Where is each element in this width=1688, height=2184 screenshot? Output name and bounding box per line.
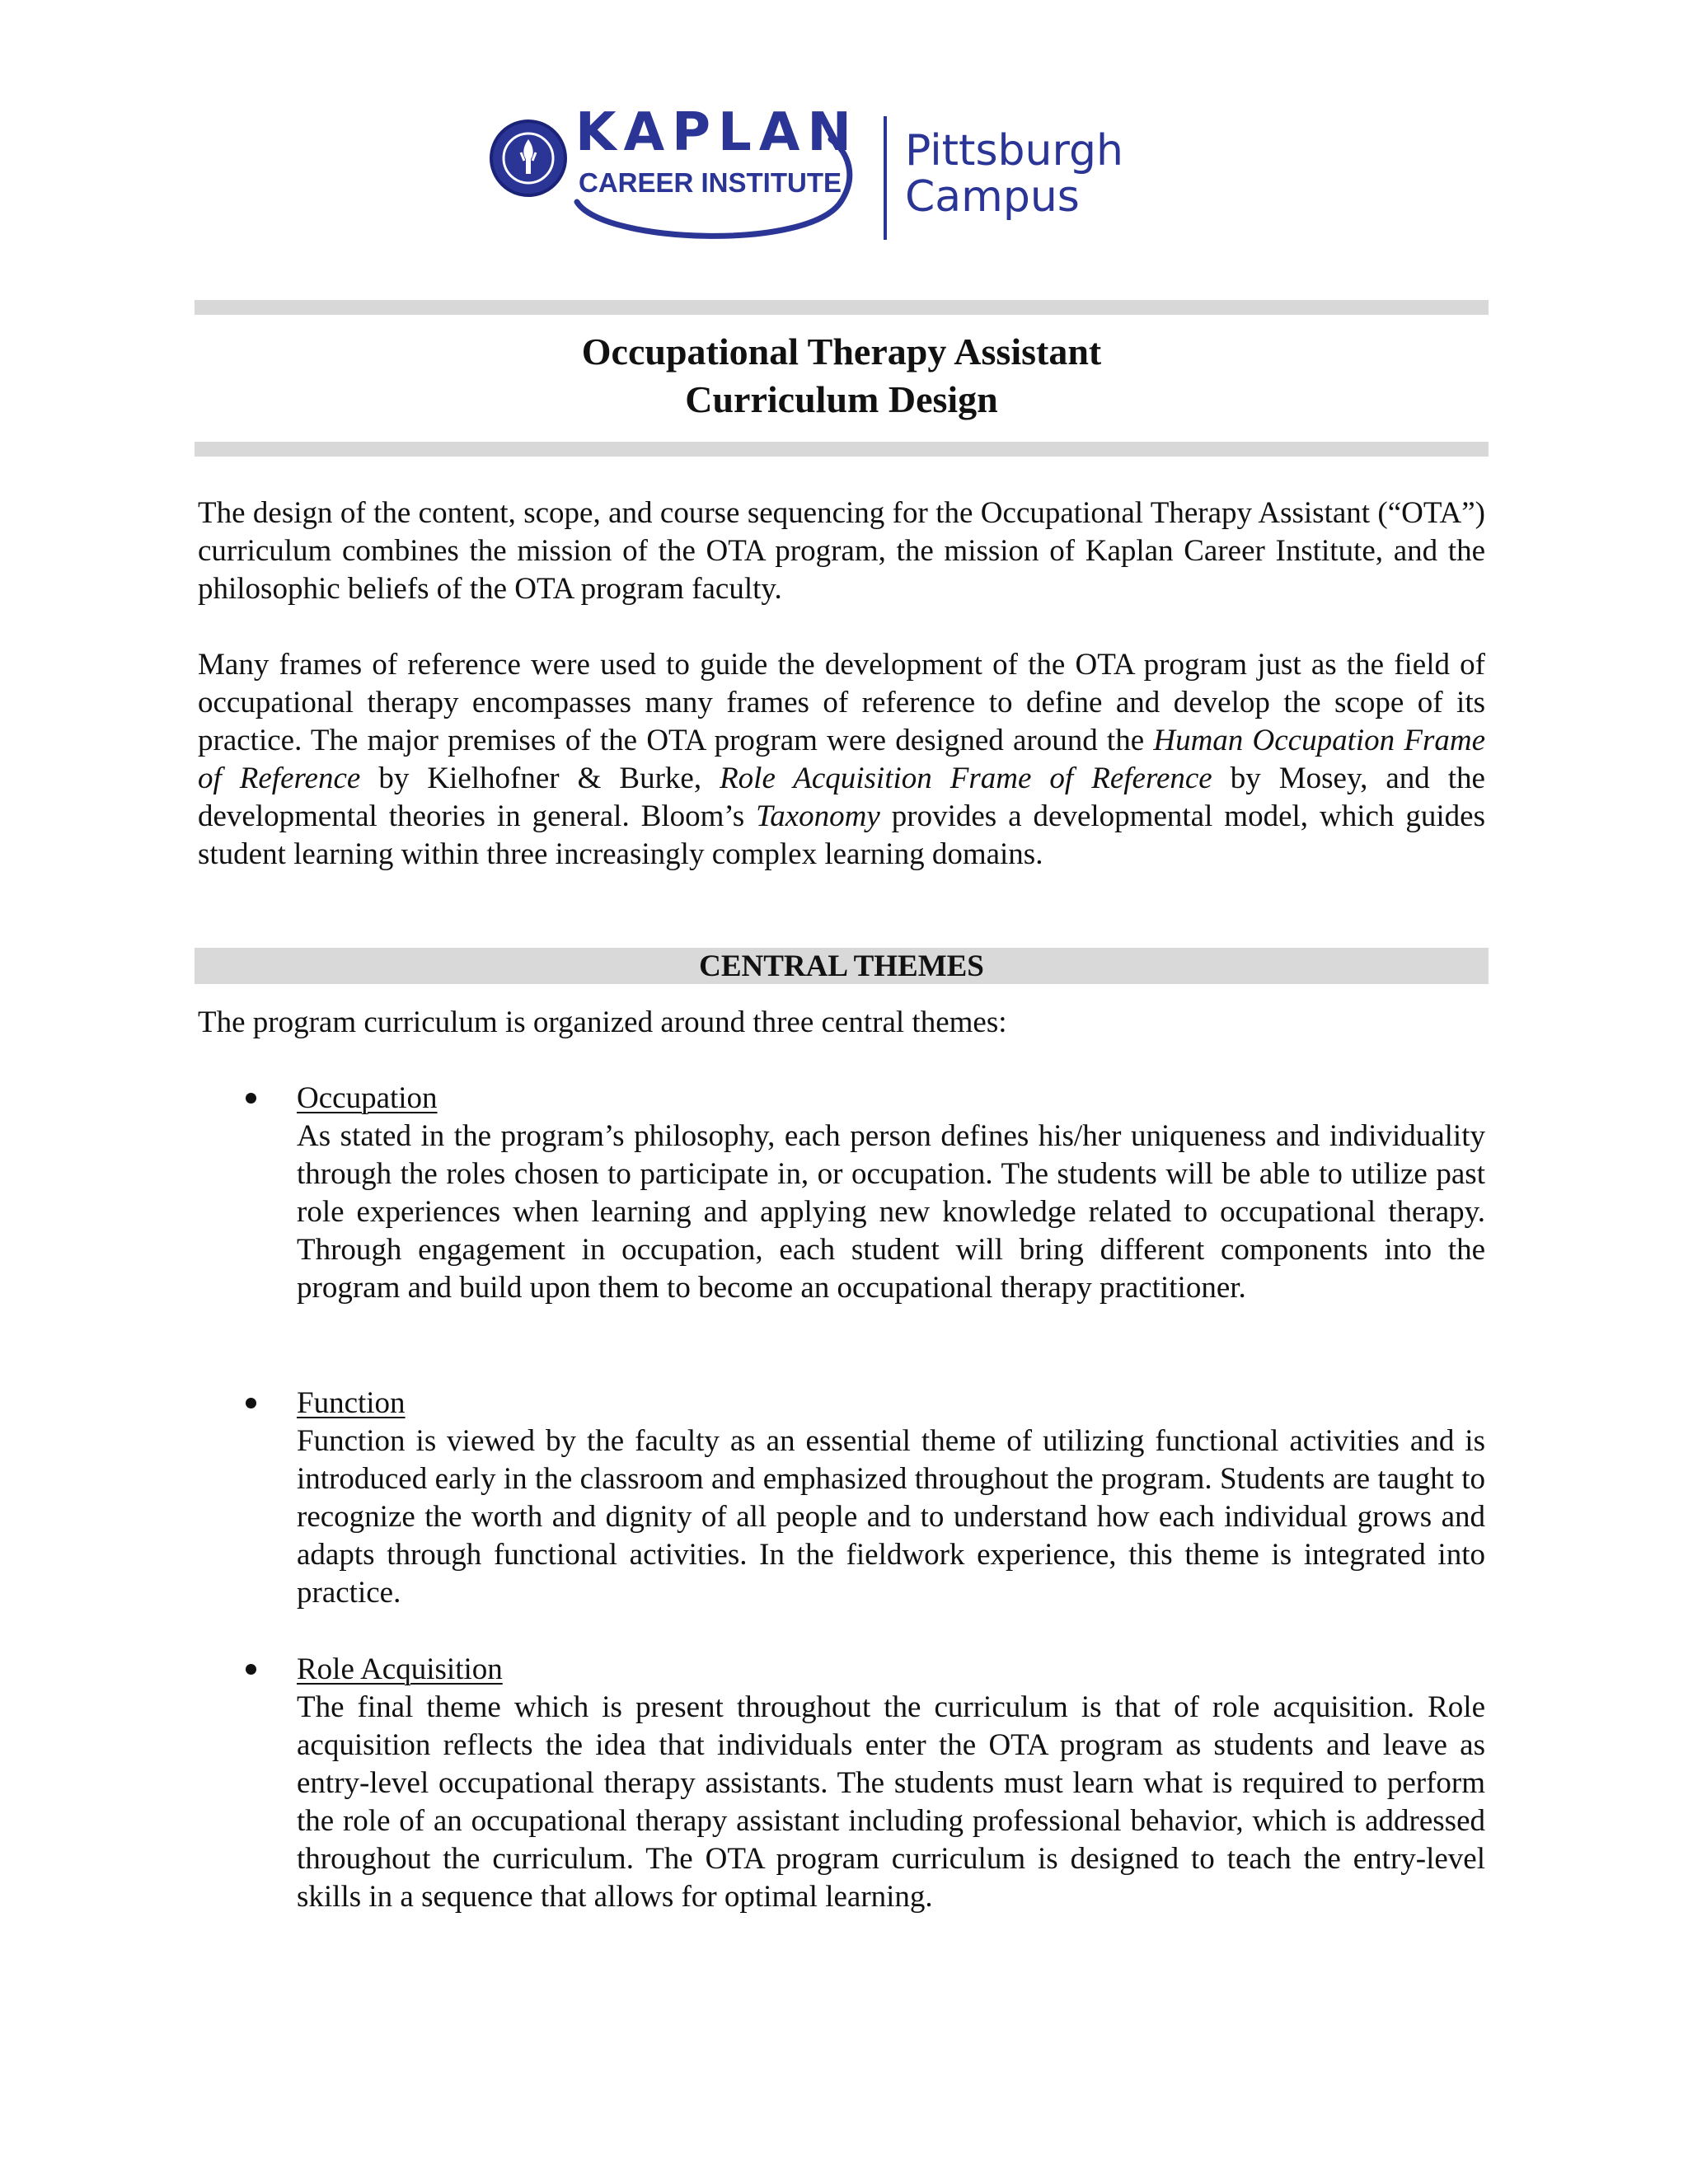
title-rule-top	[195, 300, 1489, 315]
p2-text-d: provides a developmental model, which guides student learning within three increasingly complex learning domains.	[198, 799, 1485, 871]
theme-title: Role Acquisition	[297, 1652, 503, 1686]
page-title	[195, 328, 1489, 424]
bullet-icon	[246, 1664, 256, 1675]
torch-seal-icon	[490, 120, 567, 197]
intro-paragraph-2	[198, 646, 1485, 874]
ref-human-occupation: Human Occupation Frame of Reference	[198, 724, 1485, 795]
title-line-2: Curriculum Design	[685, 378, 998, 420]
theme-description: As stated in the program’s philosophy, each person defines his/her uniqueness and individuality through the roles chosen to participate in, or occupation. The students will be able to utilize past role experiences when learning and applying new knowledge related to occupational therapy. Through engagement in occupation, each student will bring different components into the program and build upon them to become an occupational therapy practitioner.	[297, 1119, 1485, 1305]
bullet-icon	[246, 1093, 256, 1104]
theme-title: Occupation	[297, 1081, 438, 1115]
theme-description: Function is viewed by the faculty as an essential theme of utilizing functional activities and is introduced early in the classroom and emphasized throughout the program. Students are taught to recognize the worth and dignity of all people and to understand how each individual grows and adapts through functional activities. In the fieldwork experience, this theme is integrated into practice.	[297, 1424, 1485, 1610]
campus-line-1: Pittsburgh	[905, 126, 1123, 176]
theme-title: Function	[297, 1386, 406, 1420]
title-rule-bottom	[195, 442, 1489, 457]
section-heading-central-themes: CENTRAL THEMES	[195, 948, 1489, 984]
theme-description: The final theme which is present throughout the curriculum is that of role acquisition. Role acquisition reflects the idea that individuals enter the OTA program as students and leave as entry-level occupational therapy assistants. The students must learn what is required to perform the role of an occupational therapy assistant including professional behavior, which is addressed throughout the curriculum. The OTA program curriculum is designed to teach the entry-level skills in a sequence that allows for optimal learning.	[297, 1690, 1485, 1914]
p2-text-a: Many frames of reference were used to guide the development of the OTA program just as the field of occupational therapy encompasses many frames of reference to define and develop the scope of its practice. The major premises of the OTA program were designed around the	[198, 648, 1485, 757]
logo-divider	[884, 116, 887, 240]
p2-text-b: by Kielhofner & Burke,	[360, 762, 720, 795]
ref-role-acquisition: Role Acquisition Frame of Reference	[720, 762, 1212, 795]
logo-subtitle: CAREER INSTITUTE	[579, 167, 842, 198]
logo-campus	[905, 128, 1123, 220]
campus-line-2: Campus	[905, 172, 1080, 222]
themes-intro: The program curriculum is organized around three central themes:	[198, 1005, 1007, 1039]
intro-paragraph-1: The design of the content, scope, and course sequencing for the Occupational Therapy Assistant (“OTA”) curriculum combines the mission of the OTA program, the mission of Kaplan Career Institute, and the philosophic beliefs of the OTA program faculty.	[198, 496, 1485, 606]
ref-taxonomy: Taxonomy	[756, 799, 880, 833]
kaplan-logo	[486, 102, 1129, 243]
p2-text-c: by Mosey, and the developmental theories in general. Bloom’s	[198, 762, 1485, 833]
logo-brand: KAPLAN	[575, 102, 859, 163]
bullet-icon	[246, 1398, 256, 1408]
title-line-1: Occupational Therapy Assistant	[581, 330, 1102, 373]
